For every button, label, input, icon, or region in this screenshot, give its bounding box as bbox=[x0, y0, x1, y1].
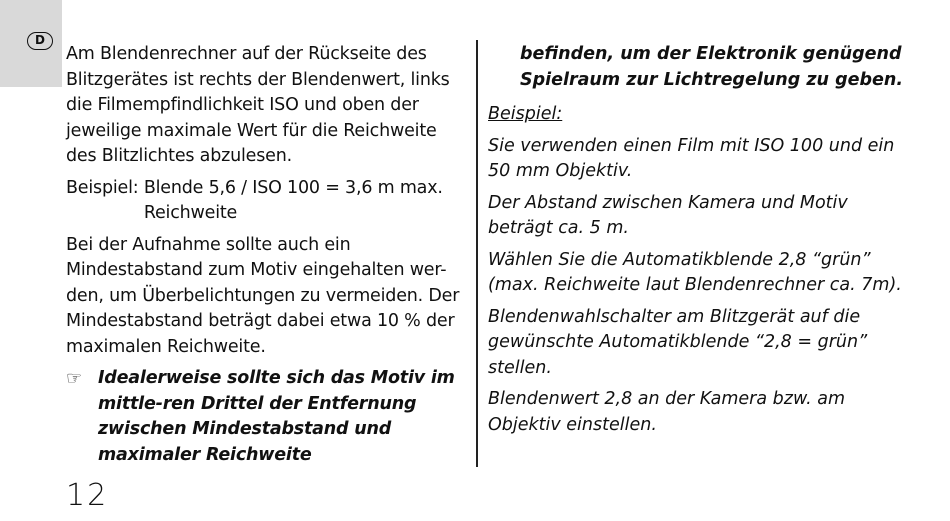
example-line-1: Blende 5,6 / ISO 100 = 3,6 m max. bbox=[143, 177, 443, 198]
example-step-2: Der Abstand zwischen Kamera und Motiv beträgt ca. 5 m. bbox=[488, 192, 848, 238]
column-divider bbox=[476, 40, 478, 467]
paragraph-minimum-distance: Bei der Aufnahme sollte auch ein Mindestabstand zum Motiv eingehalten wer-den, um Überbelichtungen zu vermeiden. Der Mindestabstand beträgt dabei etwa 10 % der maximalen Reichweite. bbox=[66, 234, 460, 357]
example-block bbox=[66, 176, 466, 227]
tip-block bbox=[66, 366, 466, 468]
example-step-3: Wählen Sie die Automatikblende 2,8 “grün” (max. Reichweite laut Blendenrechner ca. 7m). bbox=[488, 249, 902, 295]
example-step-5: Blendenwert 2,8 an der Kamera bzw. am Objektiv einstellen. bbox=[488, 389, 846, 435]
language-tab bbox=[0, 0, 62, 87]
page-number: 12 bbox=[66, 478, 109, 513]
tip-text: Idealerweise sollte sich das Motiv im mittle-ren Drittel der Entfernung zwischen Mindestabstand und maximaler Reichweite bbox=[98, 368, 455, 465]
example-line-2: Reichweite bbox=[143, 203, 238, 223]
right-column bbox=[488, 102, 908, 438]
paragraph-intro: Am Blendenrechner auf der Rückseite des Blitzgerätes ist rechts der Blendenwert, links die Filmempfindlichkeit ISO und oben der jeweilige maximale Wert für die Reichweite des Blitzlichtes abzulesen. bbox=[66, 44, 450, 166]
example-label: Beispiel: bbox=[66, 177, 144, 198]
language-badge: D bbox=[27, 32, 53, 50]
example-body bbox=[144, 176, 443, 227]
example-step-4: Blendenwahlschalter am Blitzgerät auf die gewünschte Automatikblende “2,8 = grün” stellen. bbox=[488, 306, 868, 378]
tip-continuation: befinden, um der Elektronik genügend Spielraum zur Lichtregelung zu geben. bbox=[520, 44, 904, 90]
pointing-hand-icon: ☞ bbox=[66, 368, 82, 389]
left-column bbox=[66, 42, 466, 468]
example-step-1: Sie verwenden einen Film mit ISO 100 und ein 50 mm Objektiv. bbox=[488, 135, 895, 181]
example-heading: Beispiel: bbox=[488, 104, 563, 124]
